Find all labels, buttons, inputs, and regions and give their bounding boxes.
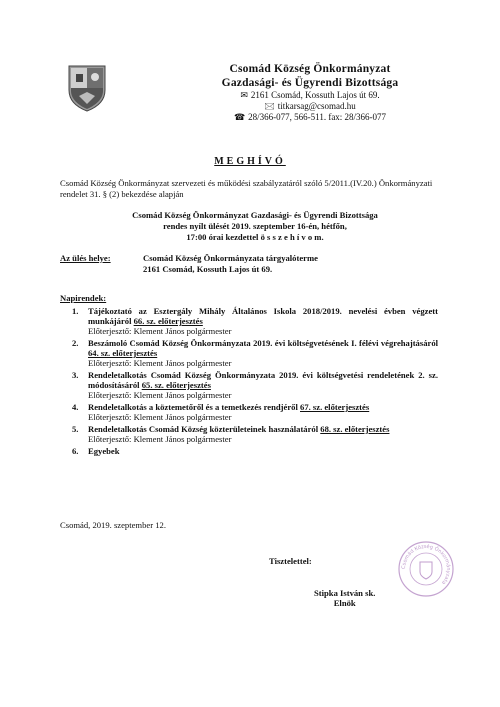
agenda-item-presenter: Előterjesztő: Klement János polgármester [88, 434, 232, 444]
agenda-item-reference: 68. sz. előterjesztés [320, 424, 390, 434]
signature-block [314, 588, 375, 608]
closing-salutation: Tisztelettel: [269, 556, 312, 566]
envelope-icon: ✉ [240, 90, 248, 100]
agenda-label: Napirendek: [60, 293, 107, 303]
phone-icon: ☎ [233, 112, 246, 122]
venue-line: Csomád Község Önkormányzata tárgyalóterme [143, 253, 318, 263]
agenda-item-presenter: Előterjesztő: Klement János polgármester [88, 390, 232, 400]
agenda-item-title: Egyebek [88, 446, 120, 456]
venue-line: 2161 Csomád, Kossuth Lajos út 69. [143, 264, 273, 274]
agenda-item [72, 306, 438, 336]
document-date: Csomád, 2019. szeptember 12. [60, 520, 166, 530]
stamp-text: Csomád Község Önkormányzata [400, 543, 452, 586]
letterhead [160, 62, 460, 123]
convocation-line: Csomád Község Önkormányzat Gazdasági- és Ügyrendi Bizottsága [132, 210, 378, 220]
official-stamp [397, 540, 455, 598]
agenda-item [72, 446, 438, 456]
agenda-item-title: Tájékoztató az Esztergály Mihály Általános Iskola 2018/2019. nevelési évben végzett munkájáról 66. sz. előterjesztés [88, 306, 438, 326]
signer-role: Elnök [333, 598, 356, 608]
agenda-item-presenter: Előterjesztő: Klement János polgármester [88, 358, 232, 368]
agenda-item-presenter: Előterjesztő: Klement János polgármester [88, 412, 232, 422]
letterhead-phone: ☎ 28/366-077, 566-511. fax: 28/366-077 [233, 112, 387, 122]
agenda-list [72, 306, 438, 458]
letterhead-address: ✉ 2161 Csomád, Kossuth Lajos út 69. [240, 90, 380, 100]
agenda-item-reference: 64. sz. előterjesztés [88, 348, 158, 358]
agenda-item-number: 6. [72, 446, 79, 456]
email-icon: 🖂 [264, 101, 275, 111]
convocation-text [60, 210, 450, 243]
convocation-line: rendes nyílt ülését 2019. szeptember 16-én, hétfőn, [163, 221, 347, 231]
agenda-item-number: 4. [72, 402, 79, 412]
letterhead-subtitle: Gazdasági- és Ügyrendi Bizottsága [221, 77, 399, 89]
letterhead-title: Csomád Község Önkormányzat [229, 63, 391, 75]
agenda-item-number: 5. [72, 424, 79, 434]
agenda-item [72, 338, 438, 368]
agenda-item [72, 424, 438, 444]
signer-name: Stipka István sk. [314, 588, 376, 598]
agenda-item-title: Beszámoló Csomád Község Önkormányzata 2019. évi költségvetésének I. félévi végrehajtásáról 64. sz. előterjesztés [88, 338, 438, 358]
agenda-item [72, 370, 438, 400]
agenda-item-number: 1. [72, 306, 79, 316]
agenda-item-reference: 67. sz. előterjesztés [300, 402, 370, 412]
agenda-item-presenter: Előterjesztő: Klement János polgármester [88, 326, 232, 336]
agenda-item-number: 3. [72, 370, 79, 380]
municipal-crest [67, 64, 107, 112]
venue-label: Az ülés helye: [60, 253, 111, 263]
agenda-item [72, 402, 438, 422]
document-title: MEGHÍVÓ [214, 156, 286, 167]
agenda-item-title: Rendeletalkotás Csomád Község közterületeinek használatáról 68. sz. előterjesztés [88, 424, 390, 434]
venue [143, 253, 318, 275]
agenda-item-title: Rendeletalkotás Csomád Község Önkormányzata 2019. évi költségvetési rendeletének 2. sz. módosításáról 65. sz. előterjesztés [88, 370, 438, 390]
agenda-item-reference: 66. sz. előterjesztés [133, 316, 203, 326]
intro-paragraph: Csomád Község Önkormányzat szervezeti és működési szabályzatáról szóló 5/2011.(IV.20.) Önkormányzati rendelet 31. § (2) bekezdése alapján [60, 178, 433, 199]
agenda-item-title: Rendeletalkotás a köztemetőről és a temetkezés rendjéről 67. sz. előterjesztés [88, 402, 370, 412]
agenda-item-number: 2. [72, 338, 79, 348]
agenda-item-reference: 65. sz. előterjesztés [141, 380, 211, 390]
convocation-line: 17:00 órai kezdettel ö s s z e h í v o m. [186, 232, 324, 242]
letterhead-email: 🖂 titkarsag@csomad.hu [264, 101, 356, 111]
